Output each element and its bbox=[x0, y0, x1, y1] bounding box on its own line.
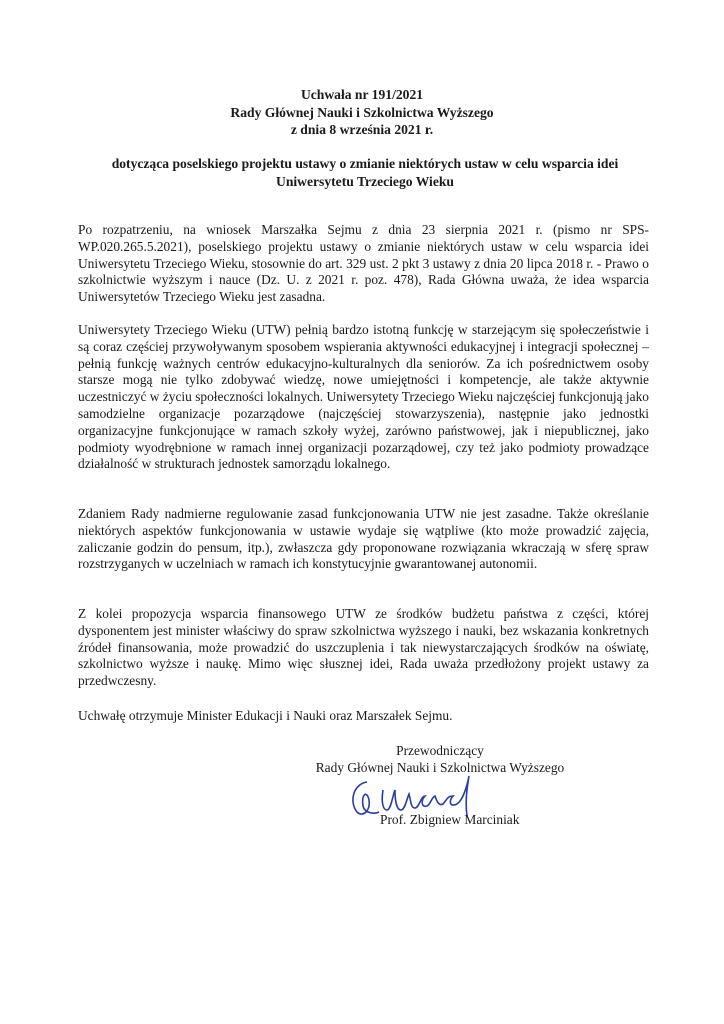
resolution-subject bbox=[70, 155, 660, 190]
subject-line-1: dotycząca poselskiego projektu ustawy o zmianie niektórych ustaw w celu wsparcia idei bbox=[111, 156, 619, 171]
signatory-organization: Rady Głównej Nauki i Szkolnictwa Wyższego bbox=[315, 760, 565, 775]
signatory-name: Prof. Zbigniew Marciniak bbox=[380, 812, 520, 827]
resolution-header bbox=[0, 86, 724, 139]
paragraph-recipients: Uchwałę otrzymuje Minister Edukacji i Nauki oraz Marszałek Sejmu. bbox=[78, 708, 453, 723]
signatory-title: Przewodniczący bbox=[396, 743, 484, 758]
paragraph-4: Z kolei propozycja wsparcia finansowego UTW ze środków budżetu państwa z części, której dysponentem jest minister właściwy do spraw szkolnictwa wyższego i nauki, bez wskazania konkretnych źródeł finansowania, może prowadzić do uszczuplenia i tak niewystarczających środków na oświatę, szkolnictwo wyższe i naukę. Mimo więc słusznej idei, Rada uważa przedłożony projekt ustawy za przedwczesny. bbox=[78, 606, 649, 689]
subject-line-2: Uniwersytetu Trzeciego Wieku bbox=[276, 173, 454, 189]
resolution-number: Uchwała nr 191/2021 bbox=[300, 87, 424, 102]
paragraph-2: Uniwersytety Trzeciego Wieku (UTW) pełnią bardzo istotną funkcję w starzejącym się społeczeństwie i są coraz częściej przywoływanym sposobem wspierania aktywności edukacyjnej i integracji społecznej – pełnią funkcję ważnych centrów edukacyjno-kulturalnych dla seniorów. Za ich pośrednictwem osoby starsze mogą nie tylko zdobywać wiedzę, nowe umiejętności i kompetencje, ale także aktywnie uczestniczyć w życiu społeczności lokalnych. Uniwersytety Trzeciego Wieku najczęściej funkcjonują jako samodzielne organizacje pozarządowe (najczęściej stowarzyszenia), następnie jako jednostki organizacyjne funkcjonujące w ramach szkoły wyżej, zarówno państwowej, jak i niepublicznej, jako podmioty wyodrębnione w ramach innej organizacji pozarządowej, czy też jako podmioty prowadzące działalność w strukturach jednostek samorządu lokalnego. bbox=[78, 322, 649, 472]
resolution-date: z dnia 8 września 2021 r. bbox=[290, 122, 434, 137]
paragraph-3: Zdaniem Rady nadmierne regulowanie zasad funkcjonowania UTW nie jest zasadne. Także określanie niektórych aspektów funkcjonowania w ustawie wydaje się wątpliwe (kto może prowadzić zajęcia, zaliczanie godzin do pensum, itp.), zwłaszcza gdy proponowane rozwiązania wkraczają w sferę spraw rozstrzyganych w uczelniach w ramach ich konstytucyjnie gwarantowanej autonomii. bbox=[78, 506, 649, 572]
issuing-body: Rady Głównej Nauki i Szkolnictwa Wyższego bbox=[230, 104, 494, 120]
paragraph-1: Po rozpatrzeniu, na wniosek Marszałka Sejmu z dnia 23 sierpnia 2021 r. (pismo nr SPS-WP.020.265.5.2021), poselskiego projektu ustawy o zmianie niektórych ustaw w celu wsparcia idei Uniwersytetu Trzeciego Wieku, stosownie do art. 329 ust. 2 pkt 3 ustawy z dnia 20 lipca 2018 r. - Prawo o szkolnictwie wyższym i nauce (Dz. U. z 2021 r. poz. 478), Rada Główna uważa, że idea wsparcia Uniwersytetów Trzeciego Wieku jest zasadna. bbox=[78, 222, 649, 305]
